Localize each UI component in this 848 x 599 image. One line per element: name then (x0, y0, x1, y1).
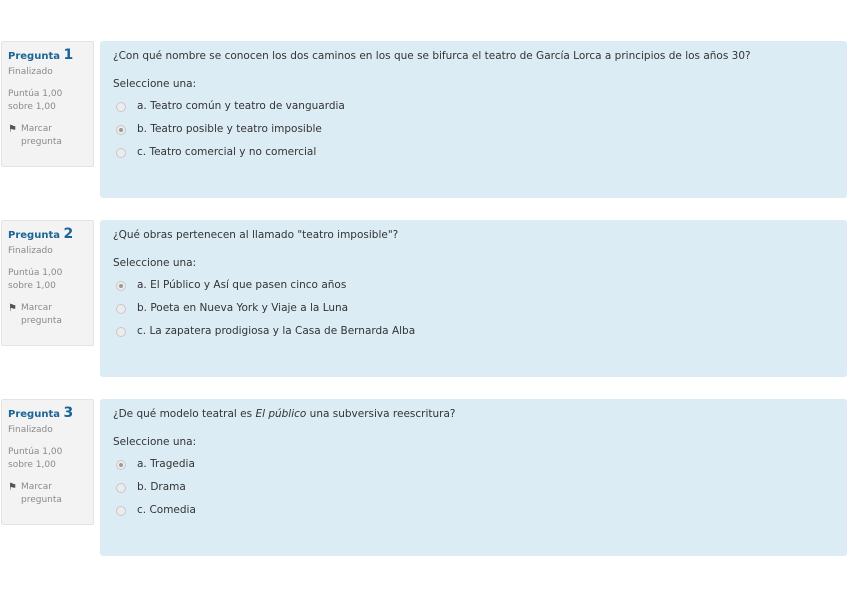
question-state: Finalizado (8, 246, 53, 256)
answer-option[interactable] (113, 95, 834, 118)
answer-label[interactable]: c. Teatro comercial y no comercial (137, 146, 317, 158)
flag-question-link[interactable] (8, 123, 87, 149)
question-text-part: ¿De qué modelo teatral es (113, 408, 256, 420)
flag-icon[interactable]: ⚑ (8, 482, 17, 493)
question-text: ¿Qué obras pertenecen al llamado "teatro imposible"? (113, 229, 399, 241)
question-text-part: una subversiva reescritura? (306, 408, 456, 420)
question-number-heading (8, 226, 87, 244)
answer-option[interactable] (113, 297, 834, 320)
flag-question-link[interactable] (8, 481, 87, 507)
answer-label[interactable]: b. Teatro posible y teatro imposible (137, 123, 322, 135)
answer-label[interactable]: a. El Público y Así que pasen cinco años (137, 279, 347, 291)
question-grade (8, 267, 87, 293)
radio-button[interactable] (116, 506, 126, 516)
grade-line: Puntúa 1,00 (8, 89, 63, 99)
flag-label[interactable]: Marcar (21, 124, 52, 134)
question-info (1, 399, 94, 525)
answer-list (113, 95, 834, 164)
radio-button[interactable] (116, 304, 126, 314)
radio-button[interactable] (116, 102, 126, 112)
question-state: Finalizado (8, 67, 53, 77)
radio-button[interactable] (116, 460, 126, 470)
flag-label[interactable]: Marcar (21, 482, 52, 492)
answer-option[interactable] (113, 476, 834, 499)
answer-label[interactable]: c. Comedia (137, 504, 196, 516)
question-number-heading (8, 405, 87, 423)
work-title: El público (255, 408, 307, 420)
question-label: Pregunta (8, 230, 60, 241)
question-grade (8, 446, 87, 472)
question-content (100, 220, 847, 377)
answer-option[interactable] (113, 274, 834, 297)
question-number-heading (8, 47, 87, 65)
answer-prompt: Seleccione una: (113, 436, 197, 448)
radio-button[interactable] (116, 125, 126, 135)
radio-button[interactable] (116, 148, 126, 158)
flag-label[interactable]: pregunta (21, 137, 62, 147)
question-text: ¿Con qué nombre se conocen los dos caminos en los que se bifurca el teatro de García Lorca a principios de los años 30? (113, 50, 751, 62)
flag-icon[interactable]: ⚑ (8, 124, 17, 135)
question-state: Finalizado (8, 425, 53, 435)
question-content (100, 399, 847, 556)
answer-list (113, 274, 834, 343)
flag-label[interactable]: pregunta (21, 316, 62, 326)
answer-label[interactable]: b. Drama (137, 481, 186, 493)
grade-line: Puntúa 1,00 (8, 447, 63, 457)
answer-option[interactable] (113, 118, 834, 141)
question-number: 2 (63, 226, 74, 242)
answer-list (113, 453, 834, 522)
answer-label[interactable]: a. Teatro común y teatro de vanguardia (137, 100, 345, 112)
flag-icon[interactable]: ⚑ (8, 303, 17, 314)
flag-label[interactable]: pregunta (21, 495, 62, 505)
answer-option[interactable] (113, 453, 834, 476)
question-number: 3 (63, 405, 74, 421)
answer-prompt: Seleccione una: (113, 257, 197, 269)
answer-option[interactable] (113, 320, 834, 343)
answer-label[interactable]: b. Poeta en Nueva York y Viaje a la Luna (137, 302, 349, 314)
grade-line: sobre 1,00 (8, 281, 56, 291)
question-info (1, 220, 94, 346)
question-label: Pregunta (8, 51, 60, 62)
grade-line: Puntúa 1,00 (8, 268, 63, 278)
flag-label[interactable]: Marcar (21, 303, 52, 313)
answer-option[interactable] (113, 499, 834, 522)
answer-label[interactable]: a. Tragedia (137, 458, 195, 470)
answer-prompt: Seleccione una: (113, 78, 197, 90)
question-number: 1 (63, 47, 74, 63)
grade-line: sobre 1,00 (8, 102, 56, 112)
radio-button[interactable] (116, 483, 126, 493)
question-info (1, 41, 94, 167)
question-content (100, 41, 847, 198)
question-text (113, 407, 834, 422)
question-grade (8, 88, 87, 114)
radio-button[interactable] (116, 327, 126, 337)
grade-line: sobre 1,00 (8, 460, 56, 470)
answer-label[interactable]: c. La zapatera prodigiosa y la Casa de Bernarda Alba (137, 325, 416, 337)
answer-option[interactable] (113, 141, 834, 164)
radio-button[interactable] (116, 281, 126, 291)
flag-question-link[interactable] (8, 302, 87, 328)
question-label: Pregunta (8, 409, 60, 420)
